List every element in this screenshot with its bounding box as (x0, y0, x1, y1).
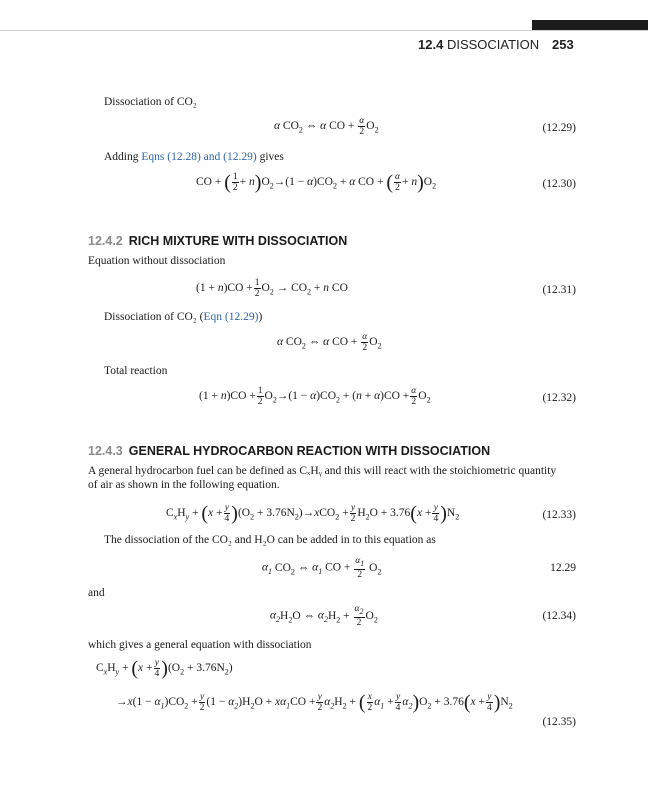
equation-number: (12.32) (542, 392, 576, 404)
equation-12-33: $C_xH_y + (x$ + $\frac{y}{4}$ )$(O_2 + 3.76N_2)\to xCO_2$ + $\frac{y}{2}$ $H_2O + 3.76(x$ + $\frac{y}{4}$ )$N_2$ (166, 502, 460, 525)
section-number: 12.4.3 (88, 444, 123, 458)
text-fragment: Adding (104, 151, 142, 163)
equation-number: (12.30) (542, 178, 576, 190)
paragraph (104, 310, 262, 324)
equation-12-32: (1 + n)CO + $\frac{1}{2}$ $O_2\to(1 - \alpha)CO_2 + (n + \alpha)CO$ + $\frac{\alpha}{2}$ $O_2$ (199, 386, 431, 407)
equation-number: 12.29 (550, 562, 576, 574)
text-fragment: ) (258, 311, 263, 323)
equation-number: (12.29) (542, 122, 576, 134)
text-fragment: Dissociation of CO₂ ( (104, 311, 204, 323)
page-number: 253 (552, 37, 574, 52)
equation-12-35-line-2: $\to x(1 - \alpha_1)CO_2$ + $\frac{y}{2}$ $(1 - \alpha_2)H_2O + x\alpha_1CO$ + $\frac{y}{2}$ $\alpha_2H_2$ + ( $\frac{x}{2}$ $\alpha_1$ + $\frac{y}{4}$ $\alpha_2)O_2 + 3.76(x$ + $\frac{y}{4}$ )$N_2$ (116, 691, 513, 714)
equation-12-29: α $CO_2$ ⇔ α CO + $\frac{\alpha}{2}$ $O_2$ (274, 116, 379, 137)
equation-12-34: $\alpha_2H_2O$ ⇔ $\alpha_2H_2$ + $\frac{\alpha_2}{2}$ $O_2$ (270, 604, 378, 628)
paragraph: Dissociation of CO₂ (104, 96, 197, 108)
header-section-title: DISSOCIATION (446, 37, 540, 52)
equation-link[interactable]: Eqn (12.29) (203, 311, 259, 323)
equation-12-29-general: $\alpha_1$ $CO_2$ ⇔ $\alpha_1$ CO + $\frac{\alpha_1}{2}$ $O_2$ (262, 556, 382, 580)
paragraph: Equation without dissociation (88, 255, 226, 267)
equation-number: (12.35) (542, 716, 576, 728)
equation-number: (12.34) (542, 610, 576, 622)
section-heading (88, 234, 347, 248)
text-fragment: gives (256, 151, 284, 163)
equation-12-31: (1 + n)CO + $\frac{1}{2}$ $O_2 \to CO_2 + n$ CO (196, 278, 348, 299)
equation-12-29-repeat: α $CO_2$ ⇔ α CO + $\frac{\alpha}{2}$ $O_2$ (277, 332, 382, 353)
paragraph: The dissociation of the CO₂ and H₂O can be added in to this equation as (104, 534, 436, 546)
paragraph-line: A general hydrocarbon fuel can be defined as CₓHᵧ and this will react with the stoichiometric quantity (88, 465, 557, 477)
paragraph (104, 150, 284, 164)
running-header (418, 37, 539, 52)
paragraph: and (88, 587, 105, 599)
header-rule (0, 30, 648, 31)
paragraph: Total reaction (104, 365, 168, 377)
equation-12-30: CO + ( $\frac{1}{2}$ + $n)O_2\to(1 - \alpha)CO_2 + \alpha$ CO + ( $\frac{\alpha}{2}$ + $n)O_2$ (196, 171, 437, 194)
equation-number: (12.31) (542, 284, 576, 296)
section-title: GENERAL HYDROCARBON REACTION WITH DISSOCIATION (128, 444, 491, 458)
equation-link[interactable]: Eqns (12.28) and (12.29) (141, 151, 257, 163)
section-heading (88, 444, 490, 458)
section-title: RICH MIXTURE WITH DISSOCIATION (128, 234, 348, 248)
paragraph-line: of air as shown in the following equation. (88, 479, 280, 491)
equation-12-35-line-1: $C_xH_y + (x$ + $\frac{y}{4}$ )$(O_2 + 3.76N_2)$ (96, 657, 233, 680)
equation-number: (12.33) (542, 509, 576, 521)
section-number: 12.4.2 (88, 234, 123, 248)
header-section-number: 12.4 (418, 37, 444, 52)
paragraph: which gives a general equation with dissociation (88, 639, 312, 651)
header-bar (532, 20, 648, 30)
